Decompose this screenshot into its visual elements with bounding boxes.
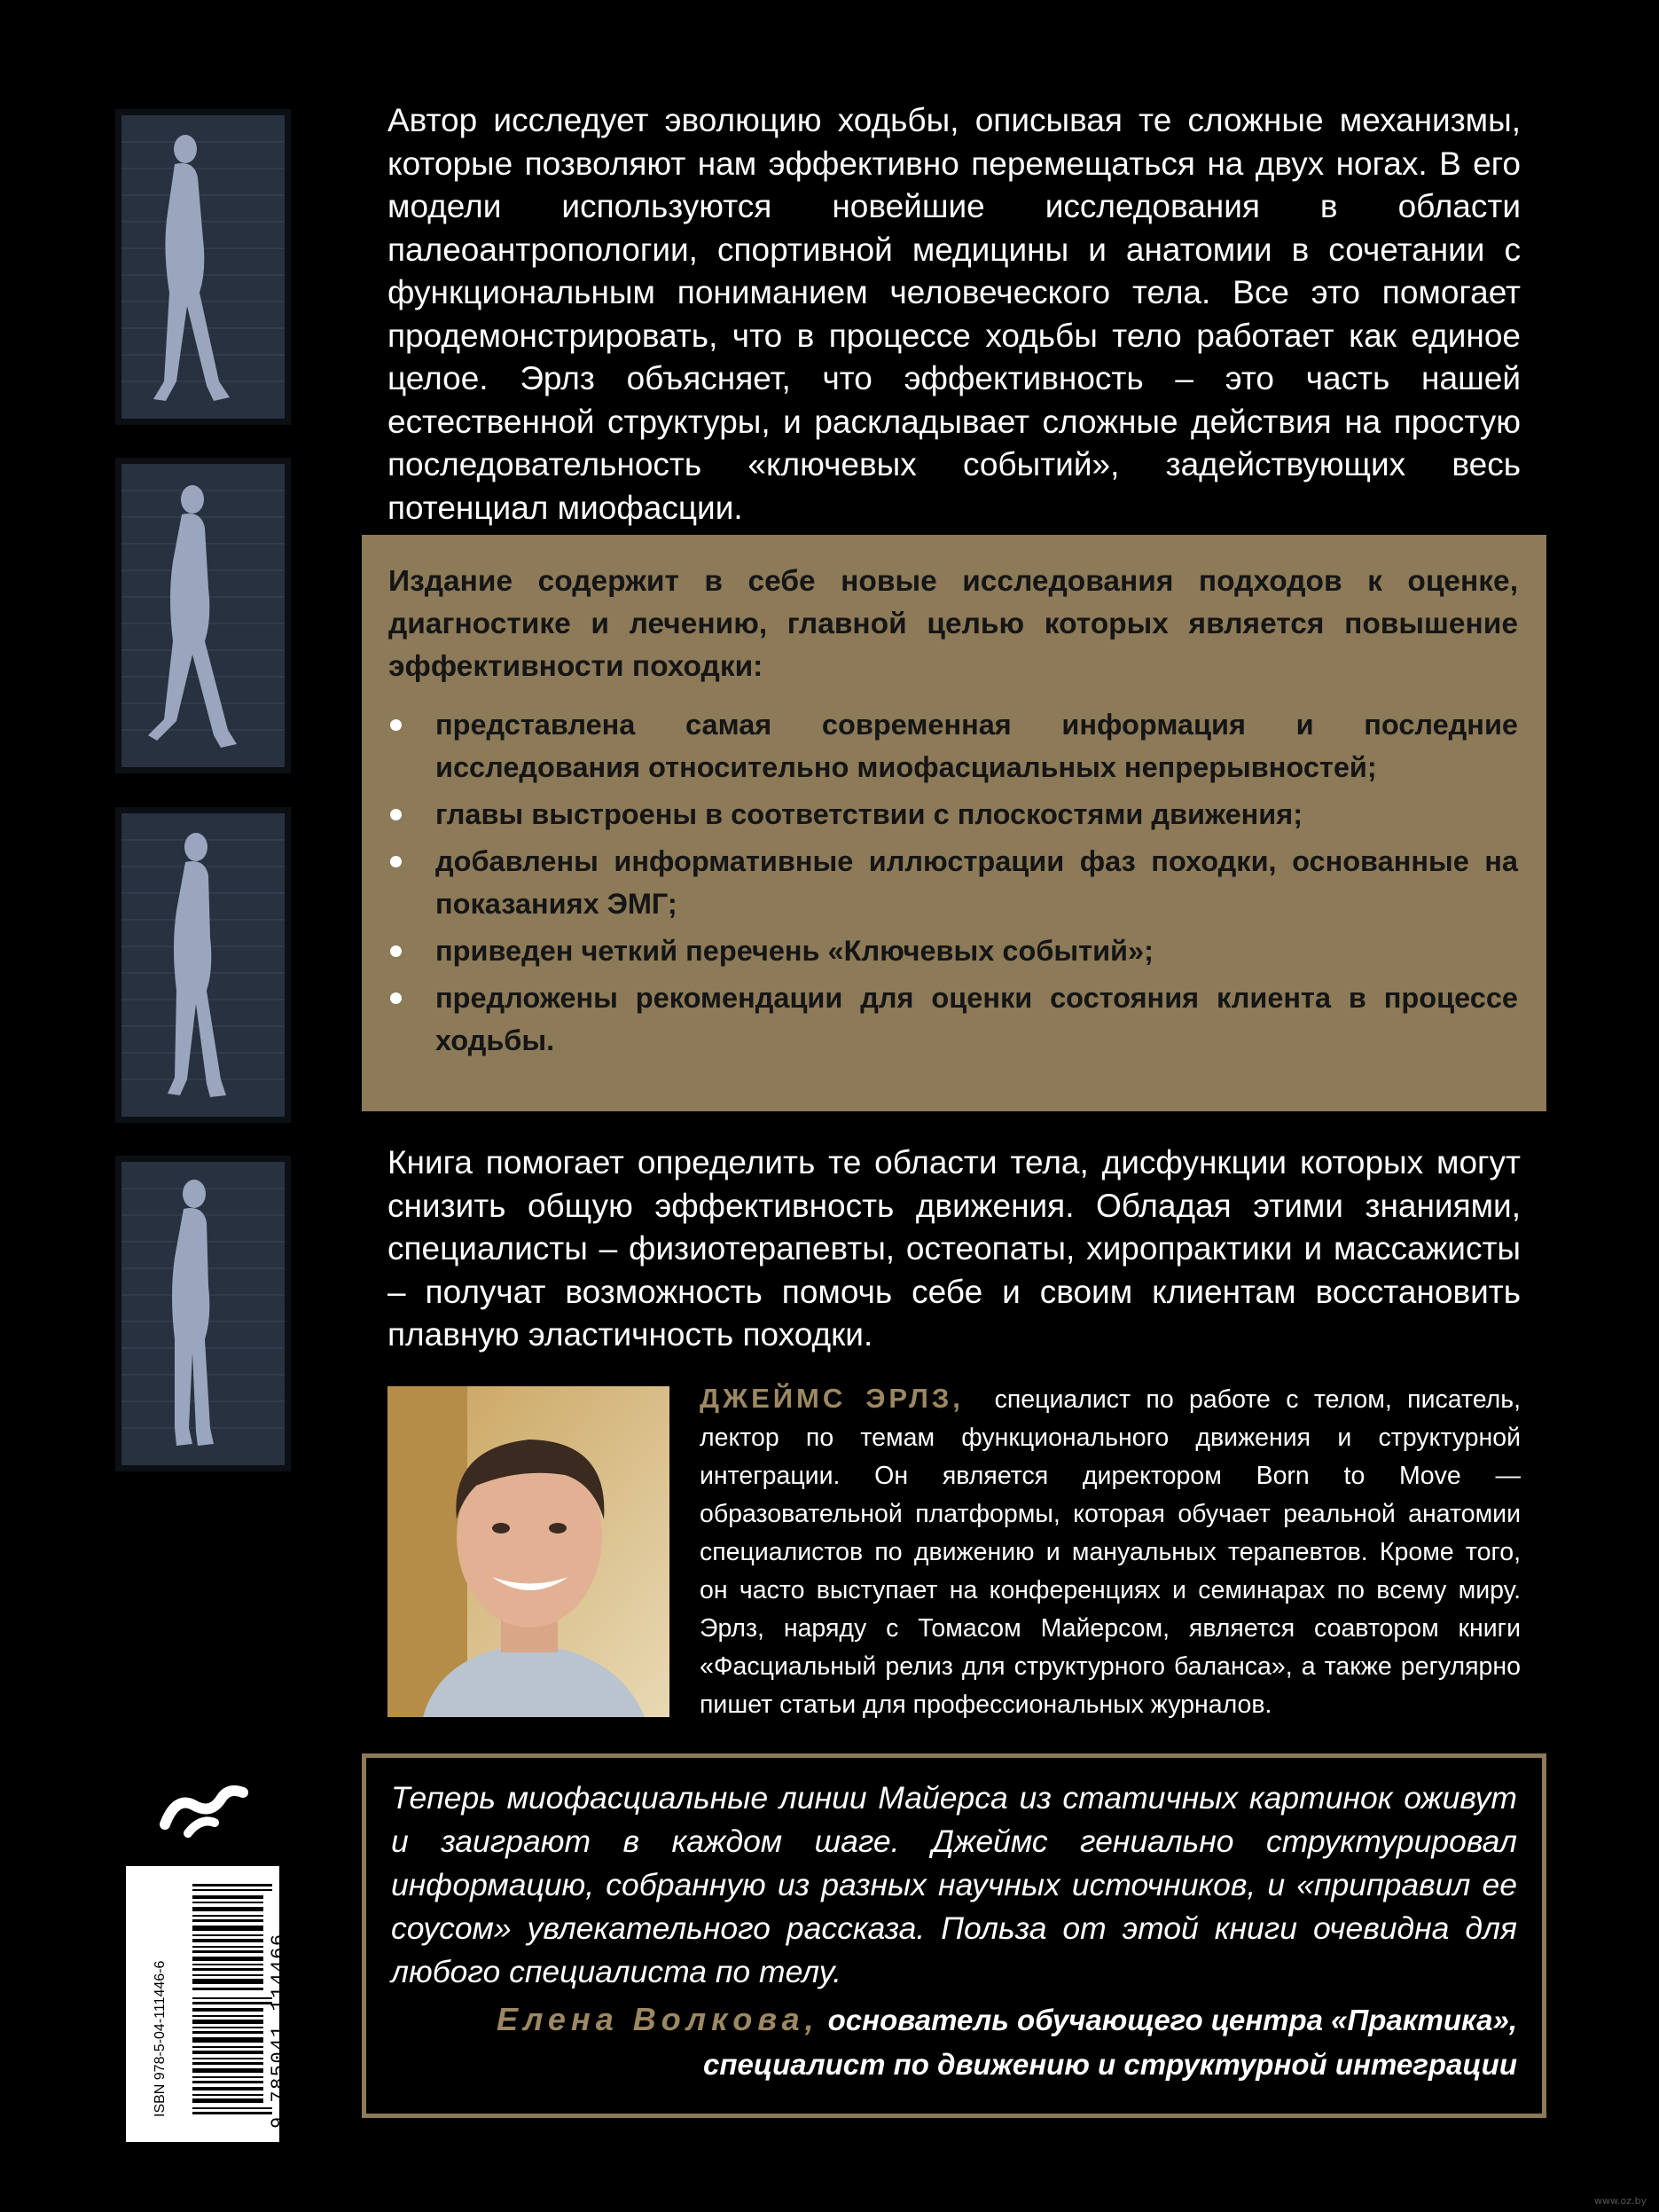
- walking-photo-2: [115, 458, 291, 773]
- bullet-icon: [390, 719, 402, 731]
- list-item: главы выстроены в соответствии с плоскостями движения;: [388, 793, 1518, 835]
- list-item: предложены рекомендации для оценки состояния клиента в процессе ходьбы.: [388, 977, 1518, 1062]
- book-help-paragraph: Книга помогает определить те области тела, дисфункции которых могут снизить общую эффективность движения. Обладая этими знаниями, специалисты – физиотерапевты, остеопаты, хиропрактики и массажисты – получат возможность помочь себе и своим клиентам восстановить плавную эластичность походки.: [387, 1144, 1521, 1353]
- barcode: [126, 1866, 279, 2142]
- bullet-icon: [390, 856, 402, 867]
- author-name: ДЖЕЙМС ЭРЛЗ,: [700, 1383, 964, 1414]
- features-lead: Издание содержит в себе новые исследования подходов к оценке, диагностике и лечению, главной целью которых является повышение эффективности походки:: [388, 565, 1518, 683]
- testimonial-quote: Теперь миофасциальные линии Майерса из статичных картинок оживут и заиграют в каждом шаге. Джеймс гениально структурировал информацию, собранную из разных научных источников, и «приправил ее соусом» увлекательного рассказа. Польза от этой книги очевидна для любого специалиста по телу.: [391, 1780, 1517, 1989]
- author-bio: [700, 1379, 1521, 1724]
- testimonial-role-1: основатель обучающего центра «Практика»,: [827, 2004, 1517, 2036]
- list-item: приведен четкий перечень «Ключевых событий»;: [388, 930, 1518, 972]
- walking-photo-4: [115, 1156, 291, 1471]
- features-box: [362, 535, 1546, 1111]
- list-item: добавлены информативные иллюстрации фаз походки, основанные на показаниях ЭМГ;: [388, 840, 1518, 925]
- bullet-icon: [390, 809, 402, 820]
- testimonial-signature: [497, 1997, 1517, 2087]
- barcode-digits: 9 785041 114466: [268, 1933, 290, 2129]
- testimonial-role-2: специалист по движению и структурной интеграции: [702, 2048, 1517, 2081]
- testimonial-box: [362, 1753, 1546, 2118]
- intro-paragraph: Автор исследует эволюцию ходьбы, описывая те сложные механизмы, которые позволяют нам эффективно перемещаться на двух ногах. В его модели используются новейшие исследования в области палеоантропологии, спортивной медицины и анатомии в сочетании с функциональным пониманием человеческого тела. Все это помогает продемонстрировать, что в процессе ходьбы тело работает как единое целое. Эрлз объясняет, что эффективность – это часть нашей естественной структуры, и раскладывает сложные действия на простую последовательность «ключевых событий», задействующих весь потенциал миофасции.: [387, 102, 1521, 526]
- author-bio-text: специалист по работе с телом, писатель, лектор по темам функционального движения и структурной интеграции. Он является директором Born to Move — образовательной платформы, которая обучает реальной анатомии специалистов по движению и мануальных терапевтов. Кроме того, он часто выступает на конференциях и семинарах по всему миру. Эрлз, наряду с Томасом Майерсом, является соавтором книги «Фасциальный релиз для структурного баланса», а также регулярно пишет статьи для профессиональных журналов.: [700, 1385, 1521, 1719]
- isbn-label: ISBN 978-5-04-111446-6: [153, 1960, 168, 2117]
- author-photo: [387, 1386, 669, 1717]
- list-item: представлена самая современная информация и последние исследования относительно миофасциальных непрерывностей;: [388, 703, 1518, 788]
- features-list: [388, 703, 1518, 1062]
- bullet-icon: [390, 992, 402, 1004]
- publisher-logo-icon: [158, 1778, 250, 1840]
- walking-photo-3: [115, 807, 291, 1123]
- walking-photo-1: [115, 109, 291, 425]
- bullet-icon: [390, 945, 402, 957]
- watermark: www.oz.by: [1594, 2195, 1647, 2207]
- testimonial-name: Елена Волкова,: [497, 2001, 819, 2037]
